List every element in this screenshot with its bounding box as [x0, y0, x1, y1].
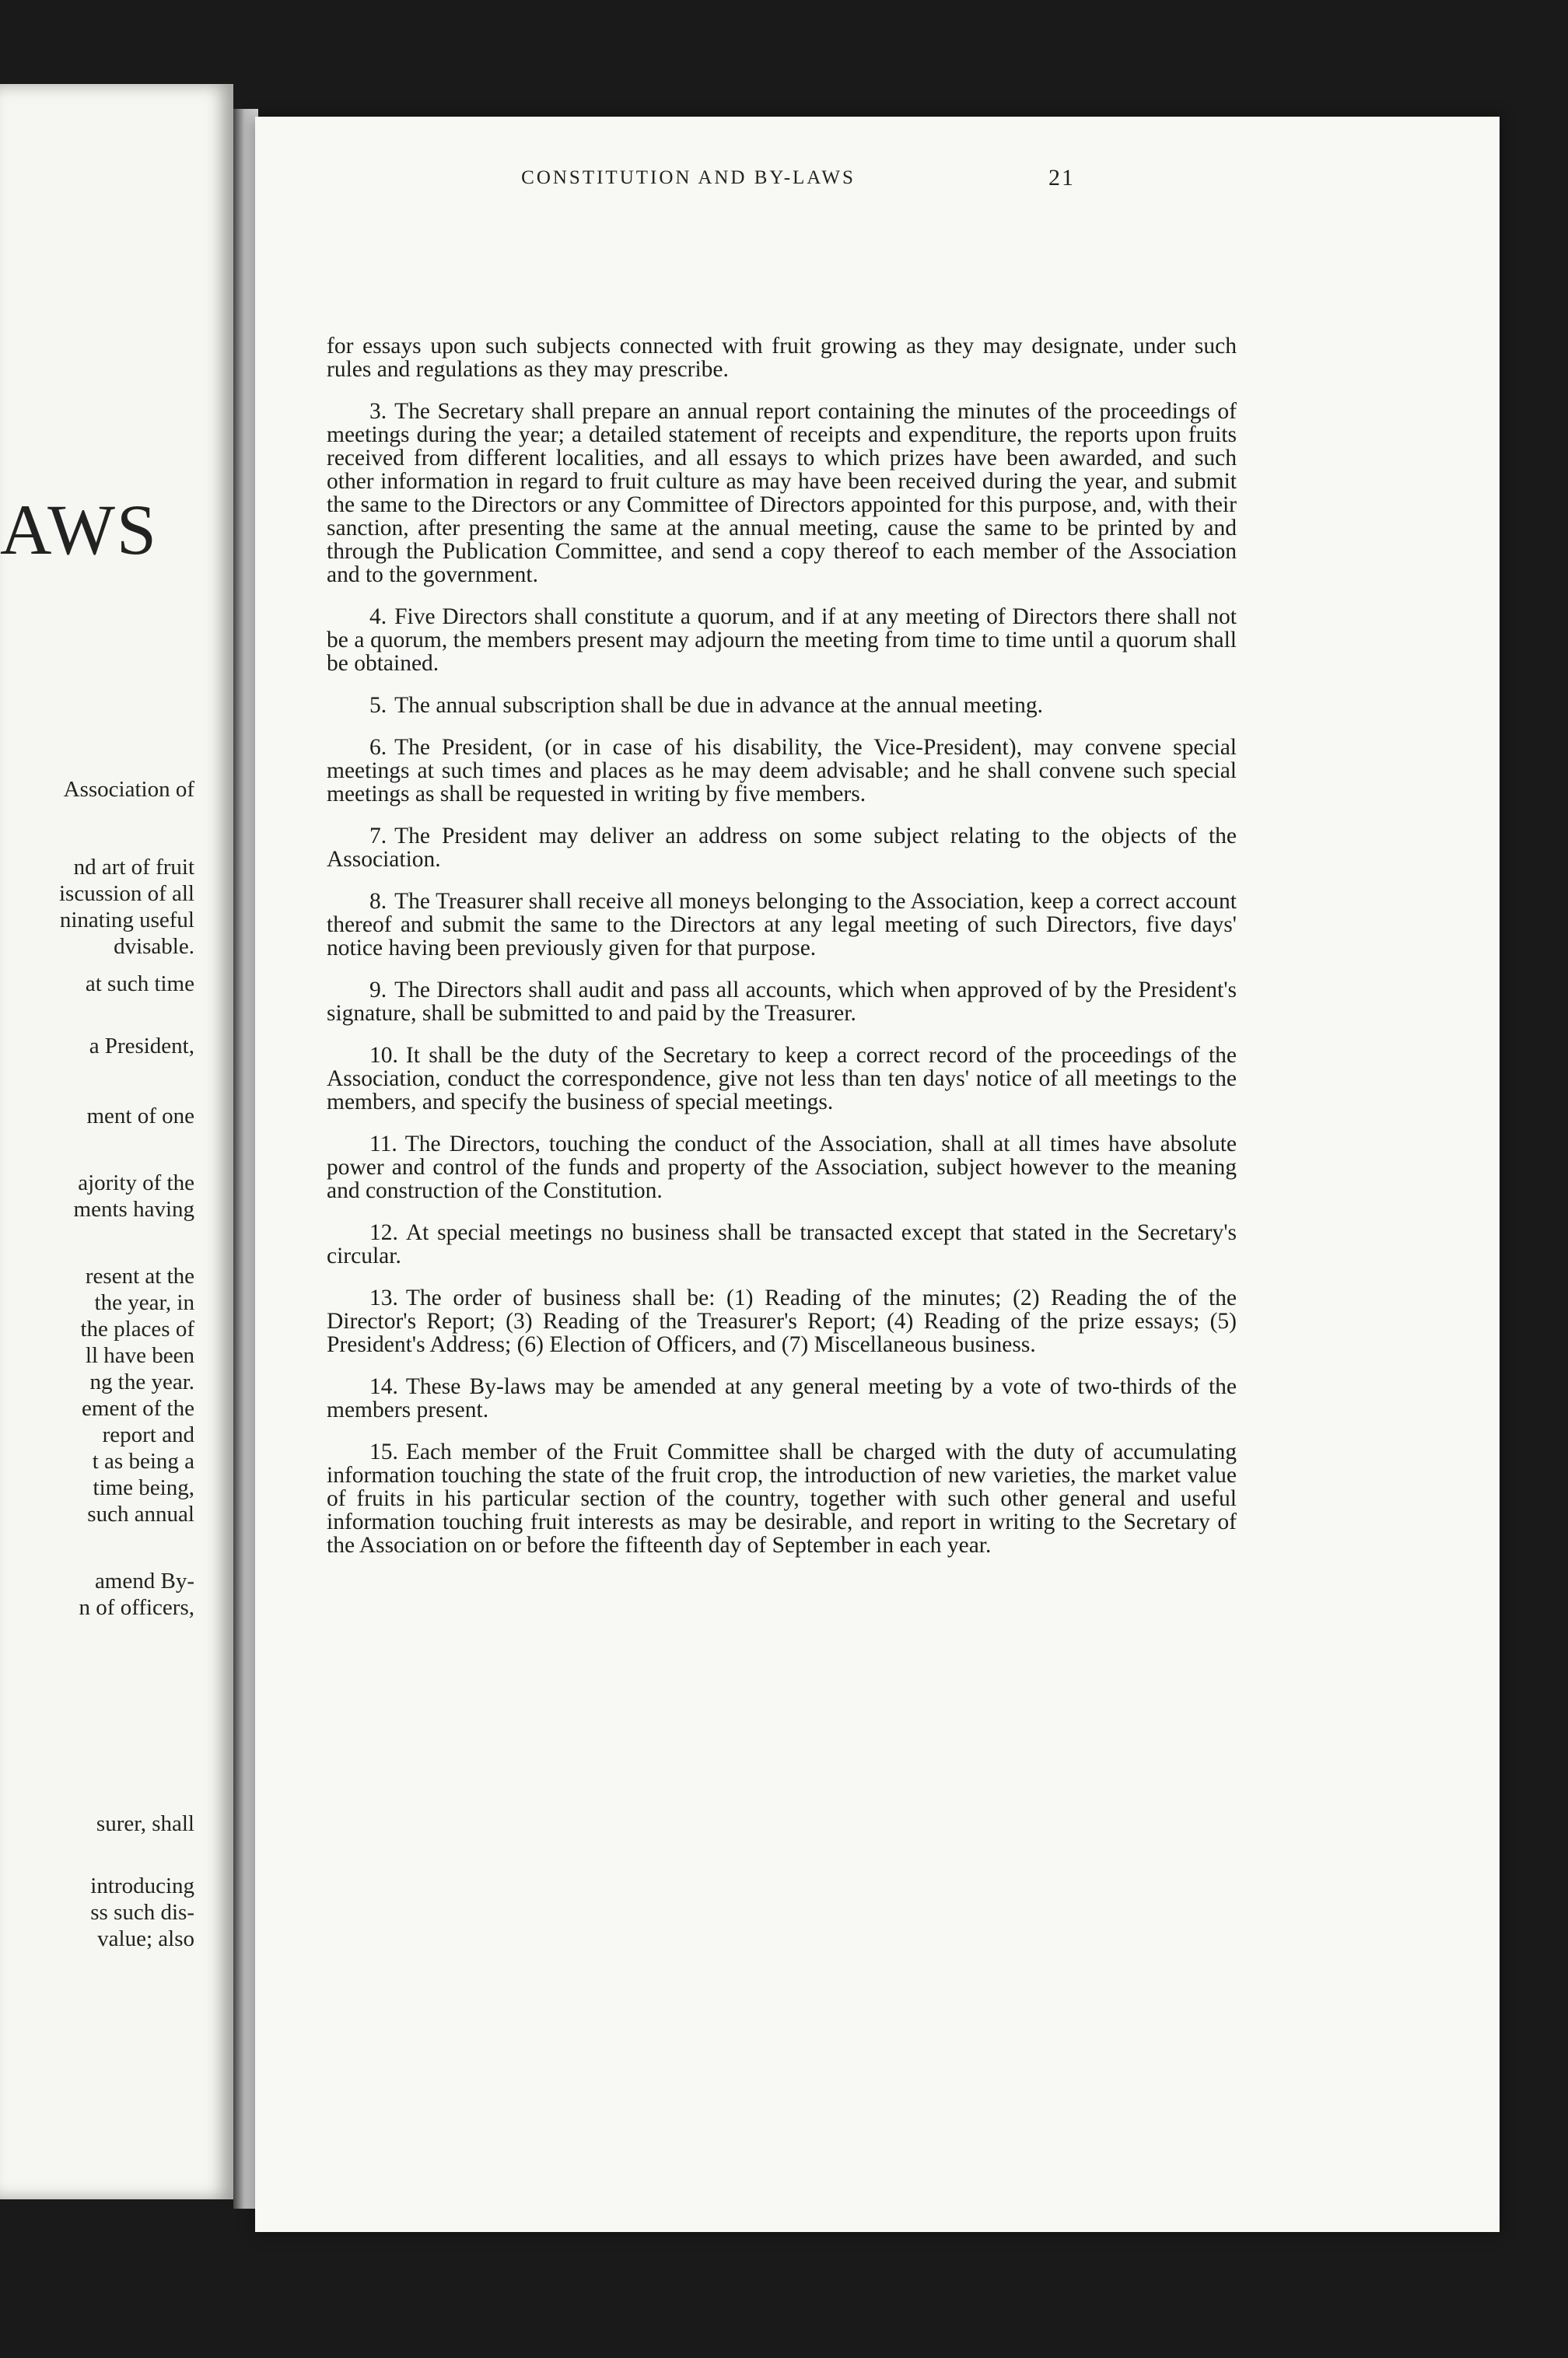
left-fragment: a President, — [89, 1034, 194, 1058]
section-13 — [327, 1286, 1237, 1356]
left-fragment: the places of — [80, 1317, 194, 1342]
section-number: 3. — [369, 399, 387, 424]
section-text: It shall be the duty of the Secretary to keep a correct record of the proceedings of the Association, conduct the correspondence, give not less than ten days' notice of all meetings to the members, and specify the business of special meetings. — [327, 1043, 1237, 1114]
section-4 — [327, 605, 1237, 675]
section-text: The annual subscription shall be due in advance at the annual meeting. — [394, 693, 1044, 718]
section-15 — [327, 1440, 1237, 1557]
section-5 — [327, 694, 1237, 717]
section-9 — [327, 978, 1237, 1025]
left-fragment: report and — [102, 1422, 194, 1447]
left-fragment: ments having — [73, 1197, 194, 1222]
section-text: The order of business shall be: (1) Reading of the minutes; (2) Reading the of the Director's Report; (3) Reading of the Treasurer's Report; (4) Reading of the prize essays; (5) President's Address; (6) Election of Officers, and (7) Miscellaneous business. — [327, 1286, 1237, 1357]
section-number: 14. — [369, 1374, 398, 1399]
section-number: 9. — [369, 978, 387, 1002]
left-fragment: iscussion of all — [59, 881, 194, 906]
section-6 — [327, 736, 1237, 806]
section-8 — [327, 890, 1237, 960]
left-fragment: ment of one — [86, 1104, 194, 1128]
left-fragment: ng the year. — [89, 1370, 194, 1394]
opening-paragraph: for essays upon such subjects connected with fruit growing as they may designate, under such rules and regulations as they may prescribe. — [327, 334, 1237, 382]
left-fragment: ss such dis- — [90, 1900, 194, 1925]
section-number: 4. — [369, 604, 387, 629]
left-fragment: time being, — [93, 1475, 194, 1500]
left-fragment: dvisable. — [114, 934, 194, 959]
section-text: The Treasurer shall receive all moneys belonging to the Association, keep a correct account thereof and submit the same to the Directors at any legal meeting of such Directors, five days' notice having been previously given for that purpose. — [327, 889, 1237, 960]
section-number: 8. — [369, 889, 387, 914]
section-3 — [327, 400, 1237, 586]
section-14 — [327, 1375, 1237, 1422]
section-text: The President, (or in case of his disability, the Vice-President), may convene special meetings at such times and places as he may deem advisable; and he shall convene such special meetings as shall be requested in writing by five members. — [327, 735, 1237, 806]
left-fragment: ement of the — [82, 1396, 194, 1421]
left-fragment: value; also — [97, 1926, 194, 1951]
section-text: These By-laws may be amended at any general meeting by a vote of two-thirds of the members present. — [327, 1374, 1237, 1422]
left-fragment: introducing — [90, 1873, 194, 1898]
left-fragment: ajority of the — [78, 1170, 194, 1195]
section-number: 10. — [369, 1043, 398, 1068]
section-number: 15. — [369, 1440, 398, 1464]
section-number: 11. — [369, 1132, 397, 1156]
section-text: The Secretary shall prepare an annual report containing the minutes of the proceedings of meetings during the year; a detailed statement of receipts and expenditure, the reports upon fruits received from different localities, and all essays to which prizes have been awarded, and such other information in regard to fruit culture as may have been received during the year, and submit the same to the Directors or any Committee of Directors appointed for this purpose, and, with their sanction, after presenting the same at the annual meeting, cause the same to be printed by and through the Publication Committee, and send a copy thereof to each member of the Association and to the government. — [327, 399, 1237, 587]
section-text: The President may deliver an address on some subject relating to the objects of the Association. — [327, 824, 1237, 872]
left-fragment: resent at the — [85, 1264, 194, 1289]
left-fragment: ll have been — [85, 1343, 194, 1368]
section-number: 13. — [369, 1286, 398, 1310]
left-fragment: n of officers, — [79, 1595, 194, 1620]
left-fragment: amend By- — [94, 1569, 194, 1594]
section-text: The Directors shall audit and pass all accounts, which when approved of by the President's signature, shall be submitted to and paid by the Treasurer. — [327, 978, 1237, 1026]
left-fragment: at such time — [85, 971, 194, 996]
left-fragment: nd art of fruit — [73, 855, 194, 880]
section-10 — [327, 1044, 1237, 1114]
section-number: 7. — [369, 824, 387, 848]
section-number: 5. — [369, 693, 387, 718]
left-fragment: such annual — [87, 1502, 194, 1527]
section-12 — [327, 1221, 1237, 1268]
left-fragment: the year, in — [94, 1290, 194, 1315]
left-page-heading: AWS — [0, 490, 159, 569]
section-11 — [327, 1132, 1237, 1202]
left-fragment: t as being a — [92, 1449, 194, 1474]
section-text: Each member of the Fruit Committee shall be charged with the duty of accumulating information touching the state of the fruit crop, the introduction of new varieties, the market value of fruits in his particular section of the country, together with such other general and useful information touching fruit interests as may be desirable, and report in writing to the Secretary of the Association on or before the fifteenth day of September in each year. — [327, 1440, 1237, 1558]
running-head: CONSTITUTION AND BY-LAWS — [521, 167, 856, 188]
left-fragment: ninating useful — [59, 908, 194, 932]
left-page — [0, 84, 233, 2199]
left-fragment: surer, shall — [96, 1811, 194, 1836]
page-body — [327, 334, 1237, 1576]
section-number: 12. — [369, 1220, 398, 1245]
section-number: 6. — [369, 735, 387, 760]
section-7 — [327, 824, 1237, 871]
section-text: The Directors, touching the conduct of the Association, shall at all times have absolute power and control of the funds and property of the Association, subject however to the meaning and construction of the Constitution. — [327, 1132, 1237, 1203]
left-fragment: Association of — [63, 777, 194, 802]
section-text: Five Directors shall constitute a quorum, and if at any meeting of Directors there shall not be a quorum, the members present may adjourn the meeting from time to time until a quorum shall be obtained. — [327, 604, 1237, 676]
page-number: 21 — [1048, 165, 1075, 191]
section-text: At special meetings no business shall be transacted except that stated in the Secretary's circular. — [327, 1220, 1237, 1268]
